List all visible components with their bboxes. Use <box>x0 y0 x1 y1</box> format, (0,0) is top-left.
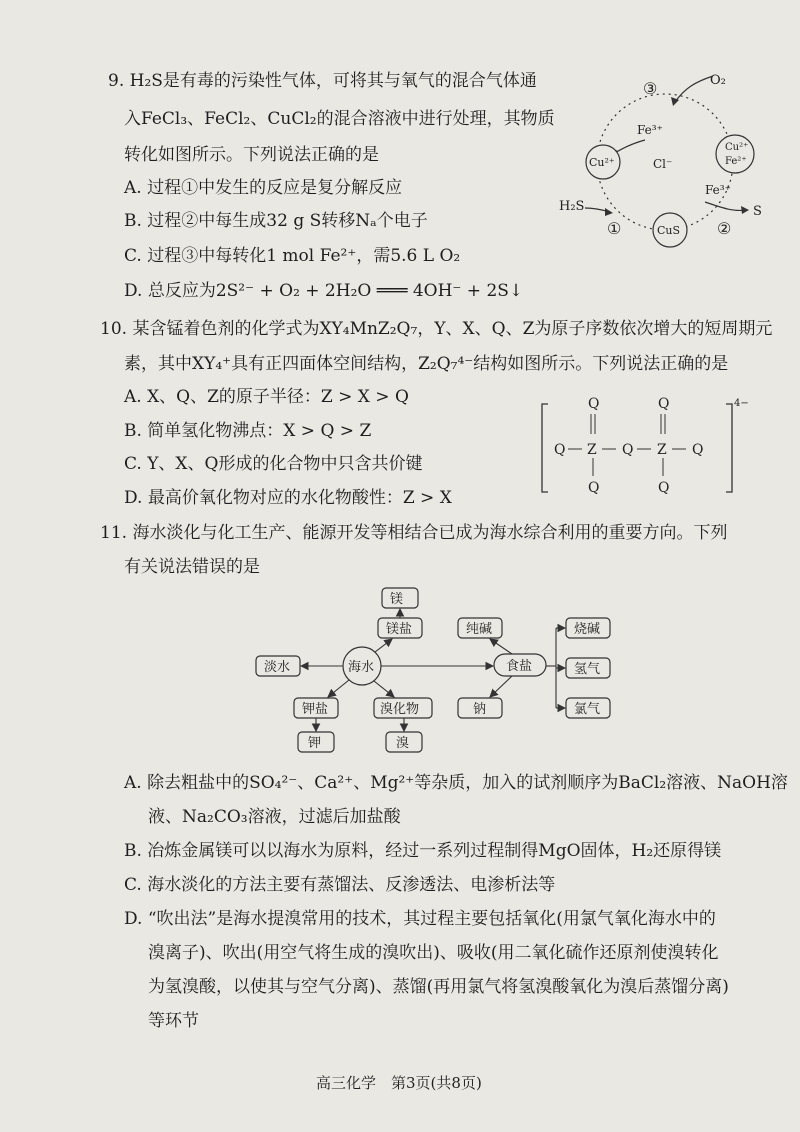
q10-stem-line2: 素，其中XY₄⁺具有正四面体空间结构，Z₂Q₇⁴⁻结构如图所示。下列说法正确的是 <box>124 354 729 374</box>
q9-step1-label: ① <box>607 219 622 238</box>
q11-stem-line2: 有关说法错误的是 <box>124 557 260 577</box>
q9-fe3-bottom-label: Fe³⁺ <box>705 183 731 197</box>
q11-box-k-salt: 钾盐 <box>302 702 329 717</box>
q9-o2-label: O₂ <box>710 73 726 88</box>
q11-box-br: 溴 <box>396 736 410 751</box>
q10-atom-z-right: Z <box>657 442 667 458</box>
q9-h2s-label: H₂S <box>559 199 585 214</box>
q11-box-k: 钾 <box>308 736 322 751</box>
q9-option-b: B. 过程②中每生成32 g S转移Nₐ个电子 <box>124 211 428 231</box>
q9-step3-label: ③ <box>643 79 658 98</box>
q9-fe3-top-label: Fe³⁺ <box>637 123 663 137</box>
q10-atom-q-left: Q <box>554 442 566 458</box>
page-footer: 高三化学 第3页(共8页) <box>316 1074 482 1092</box>
q9-s-label: S <box>753 204 762 219</box>
q11-box-bromide: 溴化物 <box>380 702 420 717</box>
q11-option-a-line2: 液、Na₂CO₃溶液，过滤后加盐酸 <box>148 807 401 827</box>
q9-fe2-right-label: Fe²⁺ <box>725 156 747 167</box>
q10-charge-label: 4− <box>734 398 749 409</box>
q9-step2-label: ② <box>717 219 732 238</box>
q11-flow-diagram <box>250 582 620 757</box>
q10-atom-q-top2: Q <box>658 396 670 412</box>
q10-structure-diagram <box>540 392 760 504</box>
q10-atom-q-bottom2: Q <box>658 480 670 496</box>
q10-atom-q-right: Q <box>692 442 704 458</box>
q10-atom-q-top1: Q <box>588 396 600 412</box>
q11-node-salt: 食盐 <box>506 659 533 674</box>
q11-box-h2: 氢气 <box>574 662 601 677</box>
q10-atom-z-left: Z <box>587 442 597 458</box>
q9-stem-line3: 转化如图所示。下列说法正确的是 <box>124 145 379 165</box>
q11-option-d-line1: D. “吹出法”是海水提溴常用的技术，其过程主要包括氧化(用氯气氧化海水中的 <box>124 909 716 929</box>
q10-option-a: A. X、Q、Z的原子半径：Z > X > Q <box>124 387 409 407</box>
q11-node-seawater: 海水 <box>348 660 375 675</box>
q11-box-caustic: 烧碱 <box>574 622 601 637</box>
q11-stem-line1: 11. 海水淡化与化工生产、能源开发等相结合已成为海水综合利用的重要方向。下列 <box>100 523 728 543</box>
q10-option-d: D. 最高价氧化物对应的水化物酸性：Z > X <box>124 488 452 508</box>
q11-box-na: 钠 <box>473 702 487 717</box>
q9-option-d: D. 总反应为2S²⁻ + O₂ + 2H₂O ═══ 4OH⁻ + 2S↓ <box>124 281 524 301</box>
q10-option-c: C. Y、X、Q形成的化合物中只含共价键 <box>124 454 423 474</box>
q11-box-soda: 纯碱 <box>466 622 493 637</box>
q10-stem-line1: 10. 某含锰着色剂的化学式为XY₄MnZ₂Q₇，Y、X、Q、Z为原子序数依次增大的短周期元 <box>100 319 773 339</box>
q10-option-b: B. 简单氢化物沸点：X > Q > Z <box>124 421 372 441</box>
q11-option-a-line1: A. 除去粗盐中的SO₄²⁻、Ca²⁺、Mg²⁺等杂质，加入的试剂顺序为BaCl₂溶液、NaOH溶 <box>124 773 788 793</box>
q9-option-a: A. 过程①中发生的反应是复分解反应 <box>124 178 403 198</box>
q11-box-mg-salt: 镁盐 <box>386 622 413 637</box>
q9-cycle-diagram <box>555 62 780 252</box>
q9-option-c: C. 过程③中每转化1 mol Fe²⁺，需5.6 L O₂ <box>124 246 461 266</box>
q9-cu2-right-label: Cu²⁺ <box>725 142 749 153</box>
q11-box-cl2: 氯气 <box>574 702 601 717</box>
q11-option-d-line2: 溴离子)、吹出(用空气将生成的溴吹出)、吸收(用二氧化硫作还原剂使溴转化 <box>148 943 719 963</box>
q10-atom-q-bridge: Q <box>622 442 634 458</box>
q9-cus-label: CuS <box>657 224 681 237</box>
q9-stem-line2: 入FeCl₃、FeCl₂、CuCl₂的混合溶液中进行处理，其物质 <box>124 109 555 129</box>
q11-box-fresh-water: 淡水 <box>264 660 291 675</box>
q11-box-mg: 镁 <box>390 592 404 607</box>
q9-cl-label: Cl⁻ <box>653 157 673 171</box>
q11-option-b: B. 冶炼金属镁可以以海水为原料，经过一系列过程制得MgO固体，H₂还原得镁 <box>124 841 722 861</box>
q10-atom-q-bottom1: Q <box>588 480 600 496</box>
q9-stem-line1: 9. H₂S是有毒的污染性气体，可将其与氧气的混合气体通 <box>108 71 537 91</box>
q11-option-d-line3: 为氢溴酸，以使其与空气分离)、蒸馏(再用氯气将氢溴酸氧化为溴后蒸馏分离) <box>148 977 729 997</box>
q11-option-c: C. 海水淡化的方法主要有蒸馏法、反渗透法、电渗析法等 <box>124 875 556 895</box>
q9-cu2-left-label: Cu²⁺ <box>589 156 615 169</box>
q11-option-d-line4: 等环节 <box>148 1011 199 1031</box>
